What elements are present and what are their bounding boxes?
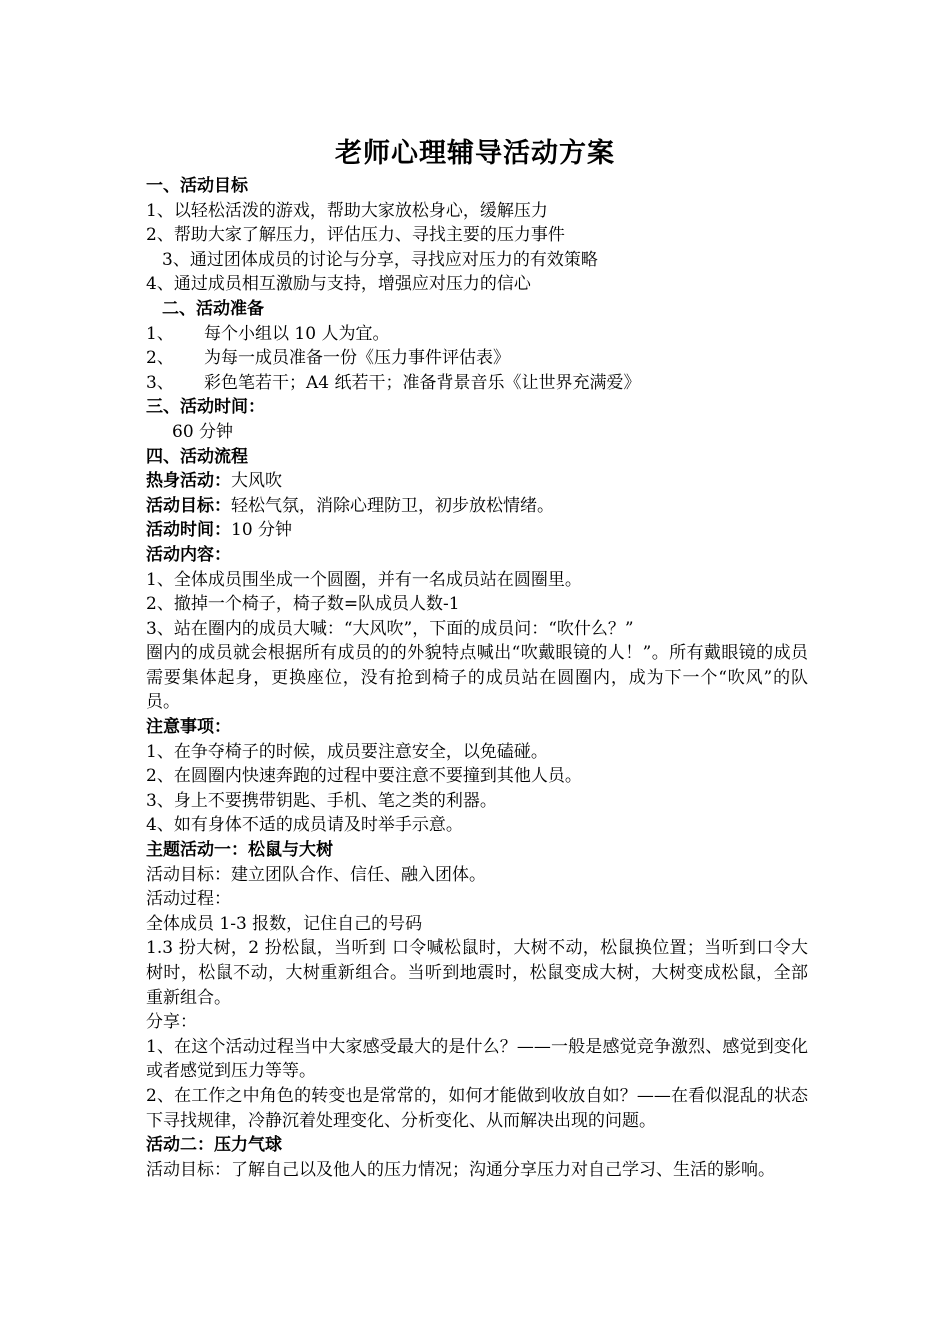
- warmup-content-label: 活动内容：: [146, 544, 231, 565]
- warmup-time-label: 活动时间：: [146, 520, 231, 541]
- note-item: 1、在争夺椅子的时候，成员要注意安全，以免磕碰。: [146, 741, 548, 762]
- note-item: 3、身上不要携带钥匙、手机、笔之类的利器。: [146, 790, 497, 811]
- theme1-goal: 活动目标：建立团队合作、信任、融入团体。: [146, 864, 486, 885]
- section-heading-goals: 一、活动目标: [146, 176, 248, 196]
- document-body: [146, 174, 808, 1182]
- prep-item: [146, 322, 808, 347]
- theme1-heading: 主题活动一：松鼠与大树: [146, 840, 333, 861]
- prep-item: [146, 371, 808, 396]
- theme2-heading: 活动二：压力气球: [146, 1135, 282, 1156]
- theme1-count: 全体成员 1-3 报数，记住自己的号码: [146, 913, 423, 934]
- theme2-goal: 活动目标：了解自己以及他人的压力情况；沟通分享压力对自己学习、生活的影响。: [146, 1159, 775, 1180]
- warmup-goal-label: 活动目标：: [146, 495, 231, 516]
- warmup-paragraph: 圈内的成员就会根据所有成员的的外貌特点喊出“吹戴眼镜的人！”。所有戴眼镜的成员需要集体起身，更换座位，没有抢到椅子的成员站在圆圈内，成为下一个“吹风”的队员。: [146, 643, 808, 713]
- notes-label: 注意事项：: [146, 717, 231, 738]
- section-heading-time: 三、活动时间：: [146, 397, 265, 418]
- prep-item-number: 3、: [146, 372, 174, 393]
- goal-item: 4、通过成员相互激励与支持，增强应对压力的信心: [146, 274, 531, 295]
- goal-item: 2、帮助大家了解压力，评估压力、寻找主要的压力事件: [146, 225, 565, 246]
- warmup-name-line: [146, 469, 808, 494]
- activity-duration: 60 分钟: [172, 421, 234, 442]
- warmup-time: 10 分钟: [231, 520, 293, 541]
- warmup-time-line: [146, 518, 808, 543]
- theme1-share-item: 2、在工作之中角色的转变也是常常的，如何才能做到收放自如？——在看似混乱的状态下寻找规律，冷静沉着处理变化、分析变化、从而解决出现的问题。: [146, 1085, 808, 1131]
- warmup-goal: 轻松气氛，消除心理防卫，初步放松情绪。: [231, 495, 554, 516]
- warmup-name: 大风吹: [231, 471, 282, 492]
- prep-item-text: 为每一成员准备一份《压力事件评估表》: [204, 348, 510, 369]
- prep-item-number: 2、: [146, 348, 174, 369]
- section-heading-preparation: 二、活动准备: [162, 298, 264, 319]
- warmup-name-label: 热身活动：: [146, 471, 231, 492]
- prep-item-text: 每个小组以 10 人为宜。: [204, 323, 390, 344]
- goal-item: 3、通过团体成员的讨论与分享，寻找应对压力的有效策略: [162, 249, 598, 270]
- note-item: 4、如有身体不适的成员请及时举手示意。: [146, 815, 463, 836]
- warmup-goal-line: [146, 494, 808, 519]
- section-heading-process: 四、活动流程: [146, 446, 248, 467]
- warmup-step: 3、站在圈内的成员大喊：“大风吹”，下面的成员问：“吹什么？”: [146, 618, 634, 639]
- prep-item-number: 1、: [146, 323, 174, 344]
- goal-item: 1、以轻松活泼的游戏，帮助大家放松身心，缓解压力: [146, 200, 548, 221]
- warmup-step: 1、全体成员围坐成一个圆圈，并有一名成员站在圆圈里。: [146, 569, 582, 590]
- theme1-process-label: 活动过程：: [146, 889, 231, 910]
- prep-item-text: 彩色笔若干；A4 纸若干；准备背景音乐《让世界充满爱》: [204, 372, 641, 393]
- theme1-share-label: 分享：: [146, 1012, 197, 1033]
- page-title: 老师心理辅导活动方案: [335, 138, 615, 169]
- theme1-rules: 1.3 扮大树，2 扮松鼠，当听到 口令喊松鼠时，大树不动，松鼠换位置；当听到口令大树时，松鼠不动，大树重新组合。当听到地震时，松鼠变成大树，大树变成松鼠，全部重新组合。: [146, 938, 808, 1008]
- note-item: 2、在圆圈内快速奔跑的过程中要注意不要撞到其他人员。: [146, 766, 582, 787]
- warmup-step: 2、撤掉一个椅子，椅子数=队成员人数-1: [146, 594, 460, 615]
- theme1-share-item: 1、在这个活动过程当中大家感受最大的是什么？——一般是感觉竞争激烈、感觉到变化或者感觉到压力等等。: [146, 1036, 808, 1082]
- prep-item: [146, 346, 808, 371]
